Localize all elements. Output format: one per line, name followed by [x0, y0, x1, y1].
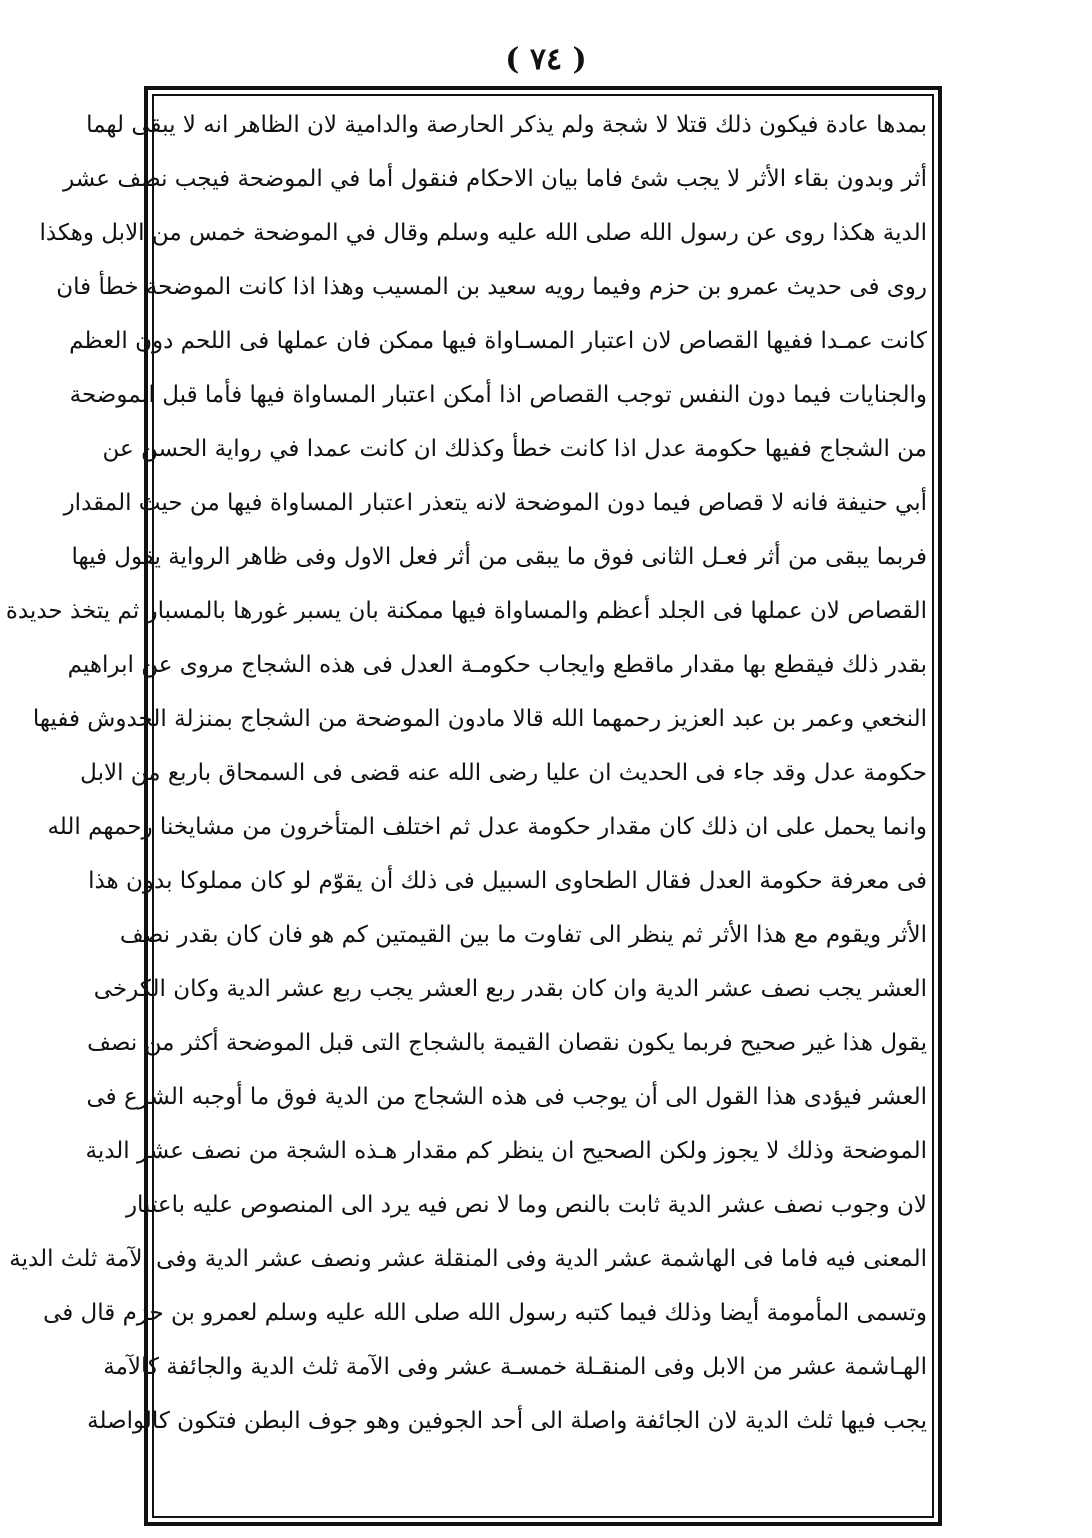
text-line: بمدها عادة فيكون ذلك قتلا لا شجة ولم يذكر الحارصة والدامية لان الظاهر انه لا يبقى لهما [86, 112, 927, 138]
text-line: أبي حنيفة فانه لا قصاص فيما دون الموضحة لانه يتعذر اعتبار المساواة فيها من حيث المقدار [63, 490, 927, 516]
body-text [5, 98, 927, 1448]
text-line: وتسمى المأمومة أيضا وذلك فيما كتبه رسول الله صلى الله عليه وسلم لعمرو بن حزم قال فى [43, 1300, 927, 1326]
page-number: ( ٧٤ ) [505, 42, 587, 77]
text-line: وانما يحمل على ان ذلك كان مقدار حكومة عدل ثم اختلف المتأخرون من مشايخنا رحمهم الله [47, 814, 927, 840]
text-line: العشر يجب نصف عشر الدية وان كان بقدر ربع العشر يجب ربع عشر الدية وكان الكرخى [93, 976, 927, 1002]
text-line: حكومة عدل وقد جاء فى الحديث ان عليا رضى الله عنه قضى فى السمحاق باربع من الابل [80, 760, 927, 786]
text-line: الأثر ويقوم مع هذا الأثر ثم ينظر الى تفاوت ما بين القيمتين كم هو فان كان بقدر نصف [119, 922, 927, 948]
text-line: من الشجاج ففيها حكومة عدل اذا كانت خطأ وكذلك ان كانت عمدا في رواية الحسن عن [102, 436, 927, 462]
text-line: الموضحة وذلك لا يجوز ولكن الصحيح ان ينظر كم مقدار هـذه الشجة من نصف عشر الدية [85, 1138, 927, 1164]
text-line: الهـاشمة عشر من الابل وفى المنقـلة خمسـة عشر وفى الآمة ثلث الدية والجائفة كالآمة [103, 1354, 927, 1380]
text-line: الدية هكذا روى عن رسول الله صلى الله عليه وسلم وقال في الموضحة خمس من الابل وهكذا [39, 220, 927, 246]
text-line: المعنى فيه فاما فى الهاشمة عشر الدية وفى المنقلة عشر ونصف عشر الدية وفى الآمة ثلث الدية [9, 1246, 927, 1272]
text-line: القصاص لان عملها فى الجلد أعظم والمساواة فيها ممكنة بان يسبر غورها بالمسبار ثم يتخذ حديدة [5, 598, 927, 624]
text-line: يقول هذا غير صحيح فربما يكون نقصان القيمة بالشجاج التى قبل الموضحة أكثر من نصف [87, 1030, 927, 1056]
text-line: فربما يبقى من أثر فعـل الثانى فوق ما يبقى من أثر فعل الاول وفى ظاهر الرواية يقول فيها [71, 544, 927, 570]
text-line: النخعي وعمر بن عبد العزيز رحمهما الله قالا مادون الموضحة من الشجاج بمنزلة الخدوش ففيها [32, 706, 927, 732]
text-line: فى معرفة حكومة العدل فقال الطحاوى السبيل فى ذلك أن يقوّم لو كان مملوكا بدون هذا [88, 868, 927, 894]
text-line: أثر وبدون بقاء الأثر لا يجب شئ فاما بيان الاحكام فنقول أما في الموضحة فيجب نصف عشر [63, 166, 927, 192]
text-line: روى فى حديث عمرو بن حزم وفيما رويه سعيد بن المسيب وهذا اذا كانت الموضحة خطأ فان [56, 274, 927, 300]
text-line: بقدر ذلك فيقطع بها مقدار ماقطع وايجاب حكومـة العدل فى هذه الشجاج مروى عن ابراهيم [67, 652, 927, 678]
text-line: العشر فيؤدى هذا القول الى أن يوجب فى هذه الشجاج من الدية فوق ما أوجبه الشرع فى [86, 1084, 927, 1110]
text-line: لان وجوب نصف عشر الدية ثابت بالنص وما لا نص فيه يرد الى المنصوص عليه باعتبار [125, 1192, 927, 1218]
text-line: كانت عمـدا ففيها القصاص لان اعتبار المسـاواة فيها ممكن فان عملها فى اللحم دون العظم [69, 328, 927, 354]
text-line: والجنايات فيما دون النفس توجب القصاص اذا أمكن اعتبار المساواة فيها فأما قبل الموضحة [69, 382, 927, 408]
text-line: يجب فيها ثلث الدية لان الجائفة واصلة الى أحد الجوفين وهو جوف البطن فتكون كالواصلة [87, 1408, 927, 1434]
